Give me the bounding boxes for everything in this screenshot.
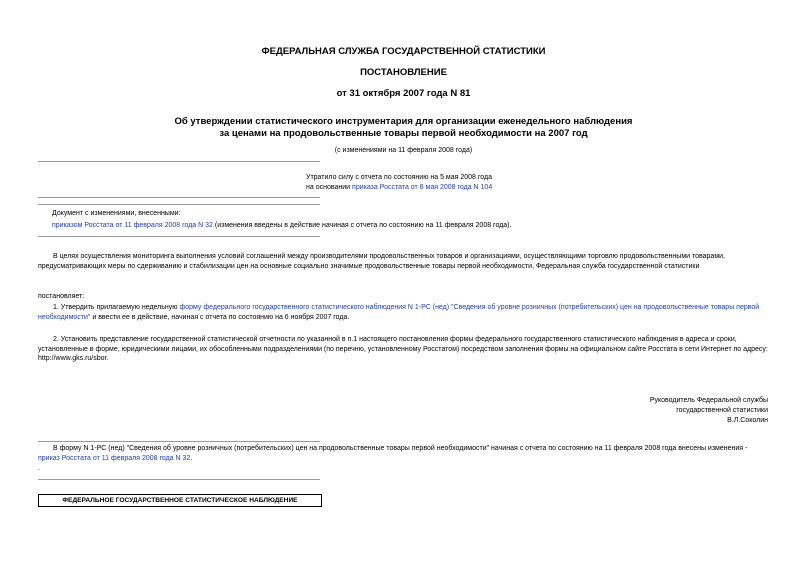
footnote-dot: . xyxy=(38,465,40,472)
divider xyxy=(38,236,320,237)
footnote xyxy=(38,444,768,463)
doc-type: ПОСТАНОВЛЕНИЕ xyxy=(360,67,447,78)
preamble: В целях осуществления мониторинга выполнения условий соглашений между производителями продовольственных товаров и организациями, осуществляющими торговлю продовольственными товарами, предусматривающих меры по сдерживанию и стабилизации цен на основные социально значимые продовольственные товары первой необходимости, Федеральная служба государственной статистики xyxy=(38,253,725,270)
validity-link[interactable]: приказа Росстата от 8 мая 2008 года N 104 xyxy=(352,184,493,191)
doc-title-line1: Об утверждении статистического инструментария для организации еженедельного наблюдения xyxy=(174,116,633,127)
changes-intro: Документ с изменениями, внесенными: xyxy=(52,210,181,217)
agency-title: ФЕДЕРАЛЬНАЯ СЛУЖБА ГОСУДАРСТВЕННОЙ СТАТИСТИКИ xyxy=(261,46,546,57)
divider xyxy=(38,204,320,205)
divider xyxy=(38,161,320,162)
item1-form-link[interactable]: форму федерального государственного статистического наблюдения N 1-РС (нед) "Сведения об уровне розничных (потребительских) цен на продовольственные товары первой необходимости" xyxy=(38,304,760,321)
changes-suffix: (изменения введены в действие начиная с отчета по состоянию на 11 февраля 2008 года). xyxy=(212,222,512,229)
divider xyxy=(38,479,320,480)
signature-line1: Руководитель Федеральной службы xyxy=(649,397,768,404)
signature-name: В.Л.Соколин xyxy=(727,417,768,424)
doc-title-line2: за ценами на продовольственные товары первой необходимости на 2007 год xyxy=(219,128,588,139)
validity-prefix: на основании xyxy=(306,184,353,191)
resolves: постановляет: xyxy=(38,293,85,300)
item1-prefix: 1. Утвердить прилагаемую недельную xyxy=(53,304,180,311)
signature-line2: государственной статистики xyxy=(676,407,768,414)
footnote-end: . xyxy=(190,454,193,462)
doc-date-number: от 31 октября 2007 года N 81 xyxy=(336,88,471,99)
divider xyxy=(38,441,320,442)
changes-line xyxy=(52,221,511,231)
footnote-link[interactable]: приказ Росстата от 11 февраля 2008 года N 32 xyxy=(38,454,191,462)
item1-suffix: и ввести ее в действие, начиная с отчета по состоянию на 6 ноября 2007 года. xyxy=(90,313,350,321)
form-header-box: ФЕДЕРАЛЬНОЕ ГОСУДАРСТВЕННОЕ СТАТИСТИЧЕСКОЕ НАБЛЮДЕНИЕ xyxy=(38,494,322,507)
validity-line1: Утратило силу с отчета по состоянию на 5 мая 2008 года xyxy=(306,174,493,181)
validity-line2 xyxy=(306,183,492,193)
item-2: 2. Установить представление государственной статистической отчетности по указанной в п.1 настоящего постановления формы федерального государственного статистического наблюдения в адреса и сроки, установленные в форме, юридическими лицами, их обособленными подразделениями (по перечню, установленному Росстатом) посредством заполнения формы на официальном сайте Росстата в сети Интернет по адресу: http://www.gks.ru/sbor. xyxy=(38,336,768,363)
item-1 xyxy=(38,303,768,322)
footnote-text: В форму N 1-РС (нед) "Сведения об уровне розничных (потребительских) цен на продовольственные товары первой необходимости" начиная с отчета по состоянию на 11 февраля 2008 года внесены изменения - xyxy=(53,445,748,452)
amended-note: (с изменениями на 11 февраля 2008 года) xyxy=(334,147,473,154)
changes-link[interactable]: приказом Росстата от 11 февраля 2008 года N 32 xyxy=(52,222,213,229)
divider xyxy=(38,197,320,198)
